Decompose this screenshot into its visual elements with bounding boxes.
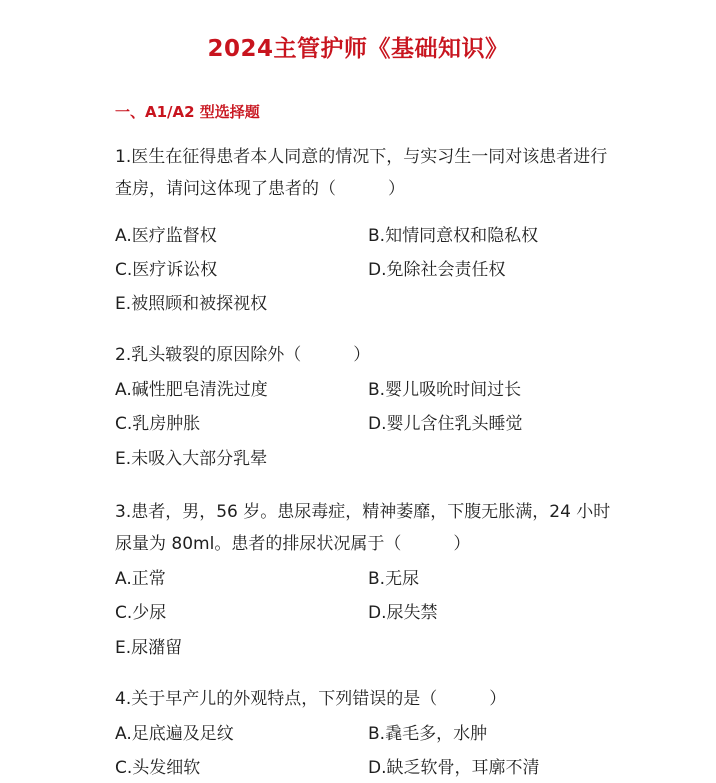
question-1-option-b: B.知情同意权和隐私权 xyxy=(368,226,539,246)
question-3-option-a: A.正常 xyxy=(115,569,166,589)
question-1-paren-close: ） xyxy=(388,179,405,199)
question-3-stem xyxy=(115,496,615,560)
question-3-option-c: C.少尿 xyxy=(115,603,167,623)
question-4-option-c: C.头发细软 xyxy=(115,758,201,778)
question-2-option-c: C.乳房肿胀 xyxy=(115,414,201,434)
question-2-paren-close: ） xyxy=(353,345,371,365)
question-1-stem xyxy=(115,141,615,205)
question-2-stem xyxy=(115,339,615,371)
question-3-text: 3.患者，男，56 岁。患尿毒症，精神萎靡，下腹无胀满，24 小时尿量为 80ml。患者的排尿状况属于（ xyxy=(115,502,611,554)
question-3-option-d: D.尿失禁 xyxy=(368,603,438,623)
question-3-paren-close: ） xyxy=(453,534,471,554)
question-4-text: 4.关于早产儿的外观特点，下列错误的是（ xyxy=(115,689,438,709)
question-2-option-b: B.婴儿吸吮时间过长 xyxy=(368,380,522,400)
question-4-option-a: A.足底遍及足纹 xyxy=(115,724,234,744)
question-3-option-e: E.尿潴留 xyxy=(115,638,183,658)
section-heading: 一、A1/A2 型选择题 xyxy=(115,103,260,121)
question-4-option-b: B.毳毛多，水肿 xyxy=(368,724,488,744)
question-1-option-d: D.免除社会责任权 xyxy=(368,260,506,280)
question-2-option-a: A.碱性肥皂清洗过度 xyxy=(115,380,268,400)
question-4-option-d: D.缺乏软骨，耳廓不清 xyxy=(368,758,540,778)
question-3-option-b: B.无尿 xyxy=(368,569,420,589)
question-1-option-a: A.医疗监督权 xyxy=(115,226,217,246)
question-4-stem xyxy=(115,683,615,715)
question-2-option-d: D.婴儿含住乳头睡觉 xyxy=(368,414,523,434)
question-1-text: 1.医生在征得患者本人同意的情况下，与实习生一同对该患者进行查房，请问这体现了患者的（ xyxy=(115,147,608,199)
question-1-option-c: C.医疗诉讼权 xyxy=(115,260,218,280)
question-2-text: 2.乳头皲裂的原因除外（ xyxy=(115,345,302,365)
document-title: 2024主管护师《基础知识》 xyxy=(207,36,509,62)
question-2-option-e: E.未吸入大部分乳晕 xyxy=(115,449,268,469)
question-4-paren-close: ） xyxy=(489,689,507,709)
question-1-option-e: E.被照顾和被探视权 xyxy=(115,294,268,314)
